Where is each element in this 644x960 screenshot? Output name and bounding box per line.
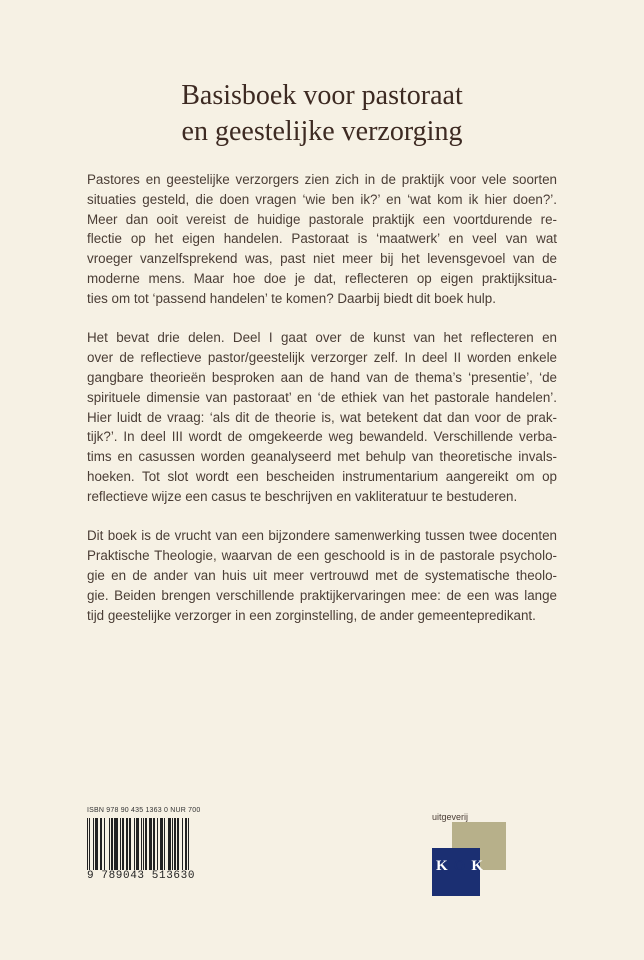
text-line: Meer dan ooit vereist de huidige pastorale praktijk een voortdurende re- [87, 211, 557, 227]
text-line: Het bevat drie delen. Deel I gaat over de kunst van het reflecteren en [87, 330, 557, 346]
barcode-block [87, 806, 227, 882]
blurb-paragraph-2 [87, 328, 557, 506]
text-line: ties om tot ‘passend handelen’ te komen? Daarbij biedt dit boek hulp. [87, 290, 496, 306]
isbn-text: ISBN 978 90 435 1363 0 NUR 700 [87, 807, 201, 814]
publisher-label: uitgeverij [432, 812, 469, 822]
text-line: hoeken. Tot slot wordt een bescheiden instrumentarium aangereikt om op [87, 468, 557, 484]
text-line: over de reflectieve pastor/geestelijk verzorger zelf. In deel II worden enkele [87, 350, 557, 366]
barcode-number: 9 789043 513630 [87, 870, 196, 882]
text-line: reflectieve wijze een casus te beschrijven en vakliteratuur te bestuderen. [87, 488, 518, 504]
text-line: gie en de ander van huis uit meer vertrouwd met de systematische theolo- [87, 567, 557, 583]
text-line: Pastores en geestelijke verzorgers zien zich in de praktijk voor vele soorten [87, 172, 557, 187]
barcode-bars [87, 818, 227, 870]
text-line: Dit boek is de vrucht van een bijzondere samenwerking tussen twee docenten [87, 528, 557, 544]
text-line: situaties gesteld, die doen vragen ‘wie ben ik?’ en ‘wat kom ik hier doen?’. [87, 191, 557, 207]
text-line: gangbare theorieën besproken aan de hand van de thema’s ‘presentie’, ‘de [87, 369, 557, 385]
barcode-bar [188, 818, 189, 870]
title-line-2: en geestelijke verzorging [181, 116, 463, 147]
blurb [87, 170, 557, 645]
text-line: Hier luidt de vraag: ‘als dit de theorie is, wat betekent dat dan voor de prak- [87, 409, 557, 425]
publisher-logo [432, 822, 506, 896]
blurb-paragraph-1 [87, 170, 557, 309]
text-line: vroeger vanzelfsprekend was, past niet meer bij het levensgevoel van de [87, 251, 557, 267]
text-line: Praktische Theologie, waarvan de een geschoold is in de pastorale psycholo- [87, 548, 557, 564]
logo-letters: KOK [436, 858, 490, 874]
text-line: tims en casussen worden geanalyseerd met behulp van theoretische invals- [87, 449, 557, 465]
title-line-1: Basisboek voor pastoraat [181, 80, 463, 111]
text-line: tijd geestelijke verzorger in een zorginstelling, de ander gemeentepredikant. [87, 607, 536, 623]
blurb-paragraph-3 [87, 526, 557, 625]
text-line: moderne mens. Maar hoe doe je dat, reflecteren op eigen praktijksitua- [87, 270, 557, 286]
text-line: tijk?’. In deel III wordt de omgekeerde weg bewandeld. Verschillende verba- [87, 429, 557, 445]
text-line: spirituele dimensie van pastoraat’ en ‘de ethiek van het pastorale handelen’. [87, 389, 557, 405]
text-line: flectie op het eigen handelen. Pastoraat is ‘maatwerk’ en veel van wat [87, 231, 557, 247]
text-line: gie. Beiden brengen verschillende praktijkervaringen mee: de een was lange [87, 587, 557, 603]
book-title [0, 78, 644, 150]
